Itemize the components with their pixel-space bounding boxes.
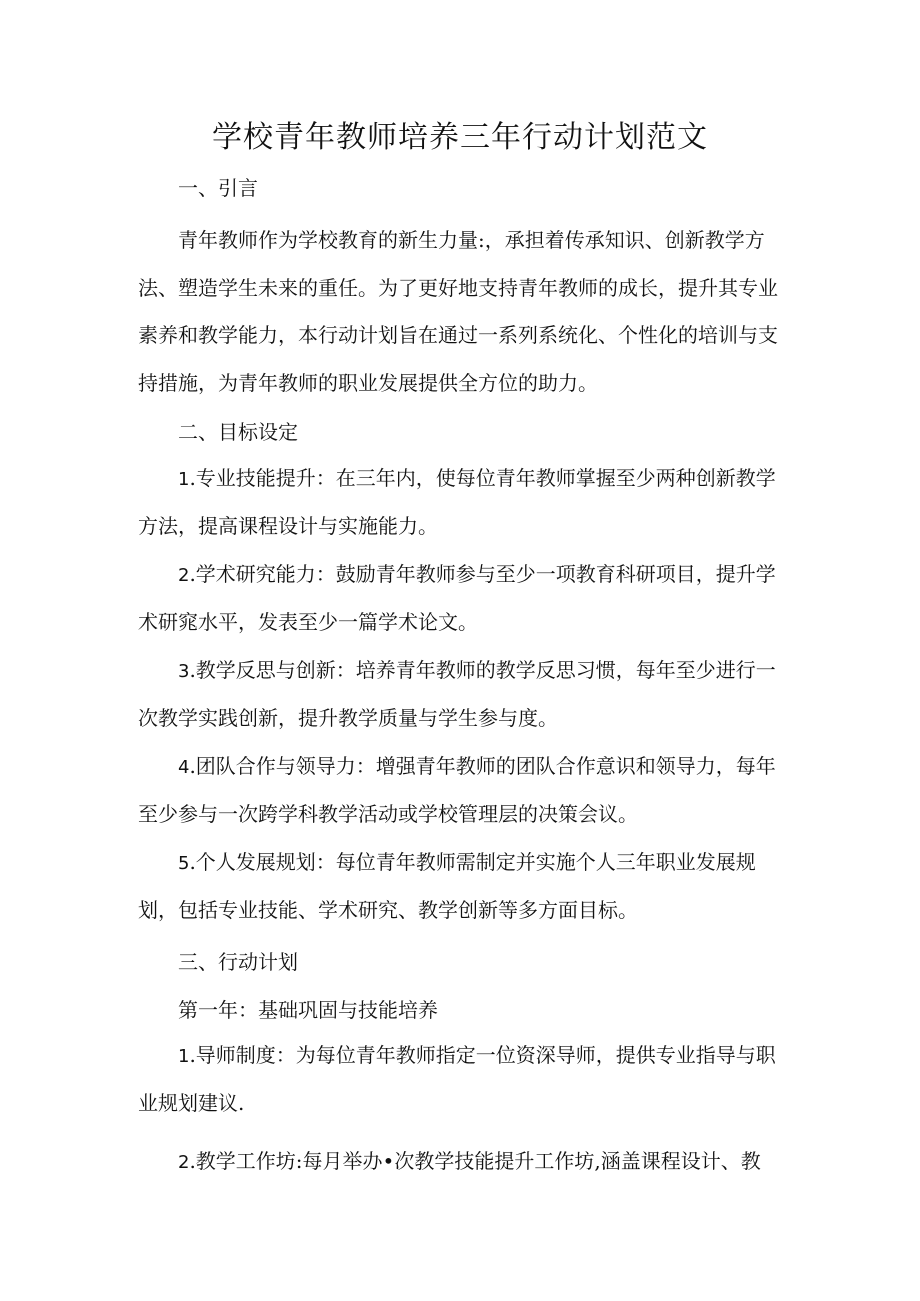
goal-item: [138, 647, 788, 742]
goal-item: [138, 455, 788, 550]
goal-text: .专业技能提升：在三年内，使每位青年教师掌握至少两种创新教学方法，提高课程设计与实施能力。: [138, 466, 776, 538]
plan-item-number: 2: [178, 1152, 190, 1173]
goal-text: .个人发展规划：每位青年教师需制定并实施个人三年职业发展规划，包括专业技能、学术研究、教学创新等多方面目标。: [138, 850, 756, 922]
goal-item: [138, 839, 788, 934]
section-heading-plan: 三、行动计划: [178, 950, 298, 974]
section-heading-goals: 二、目标设定: [178, 420, 298, 444]
plan-item: [138, 1138, 788, 1186]
plan-item-text: .导师制度：为每位青年教师指定一位资深导师，提供专业指导与职业规划建议.: [138, 1043, 776, 1115]
goal-text: .团队合作与领导力：增强青年教师的团队合作意识和领导力，每年至少参与一次跨学科教学活动或学校管理层的决策会议。: [138, 754, 776, 826]
plan-item-number: 1: [178, 1046, 190, 1067]
goal-number: 4: [178, 757, 190, 778]
goal-text: .学术研究能力：鼓励青年教师参与至少一项教育科研项目，提升学术研窕水平，发表至少一篇学术论文。: [138, 562, 776, 634]
goal-number: 1: [178, 469, 190, 490]
section-heading-intro: 一、引言: [178, 176, 258, 200]
document-title: 学校青年教师培养三年行动计划范文: [212, 120, 708, 155]
goal-number: 5: [178, 853, 190, 874]
goal-number: 3: [178, 661, 190, 682]
plan-item: [138, 1032, 788, 1127]
goal-text: .教学反思与创新：培养青年教师的教学反思习惯，每年至少进行一次教学实践创新，提升教学质量与学生参与度。: [138, 658, 776, 730]
intro-paragraph: 青年教师作为学校教育的新生力量:，承担着传承知识、创新教学方法、塑造学生未来的重任。为了更好地支持青年教师的成长，提升其专业素养和教学能力，本行动计划旨在通过一系列系统化、个性化的培训与支持措施，为青年教师的职业发展提供全方位的助力。: [138, 228, 778, 395]
goal-item: [138, 743, 788, 838]
goal-item: [138, 551, 788, 646]
subsection-heading-year1: 第一年：基础巩固与技能培养: [178, 998, 438, 1022]
goal-number: 2: [178, 565, 190, 586]
plan-item-text: .教学工作坊:每月举办•次教学技能提升工作坊,涵盖课程设计、教: [189, 1149, 761, 1173]
